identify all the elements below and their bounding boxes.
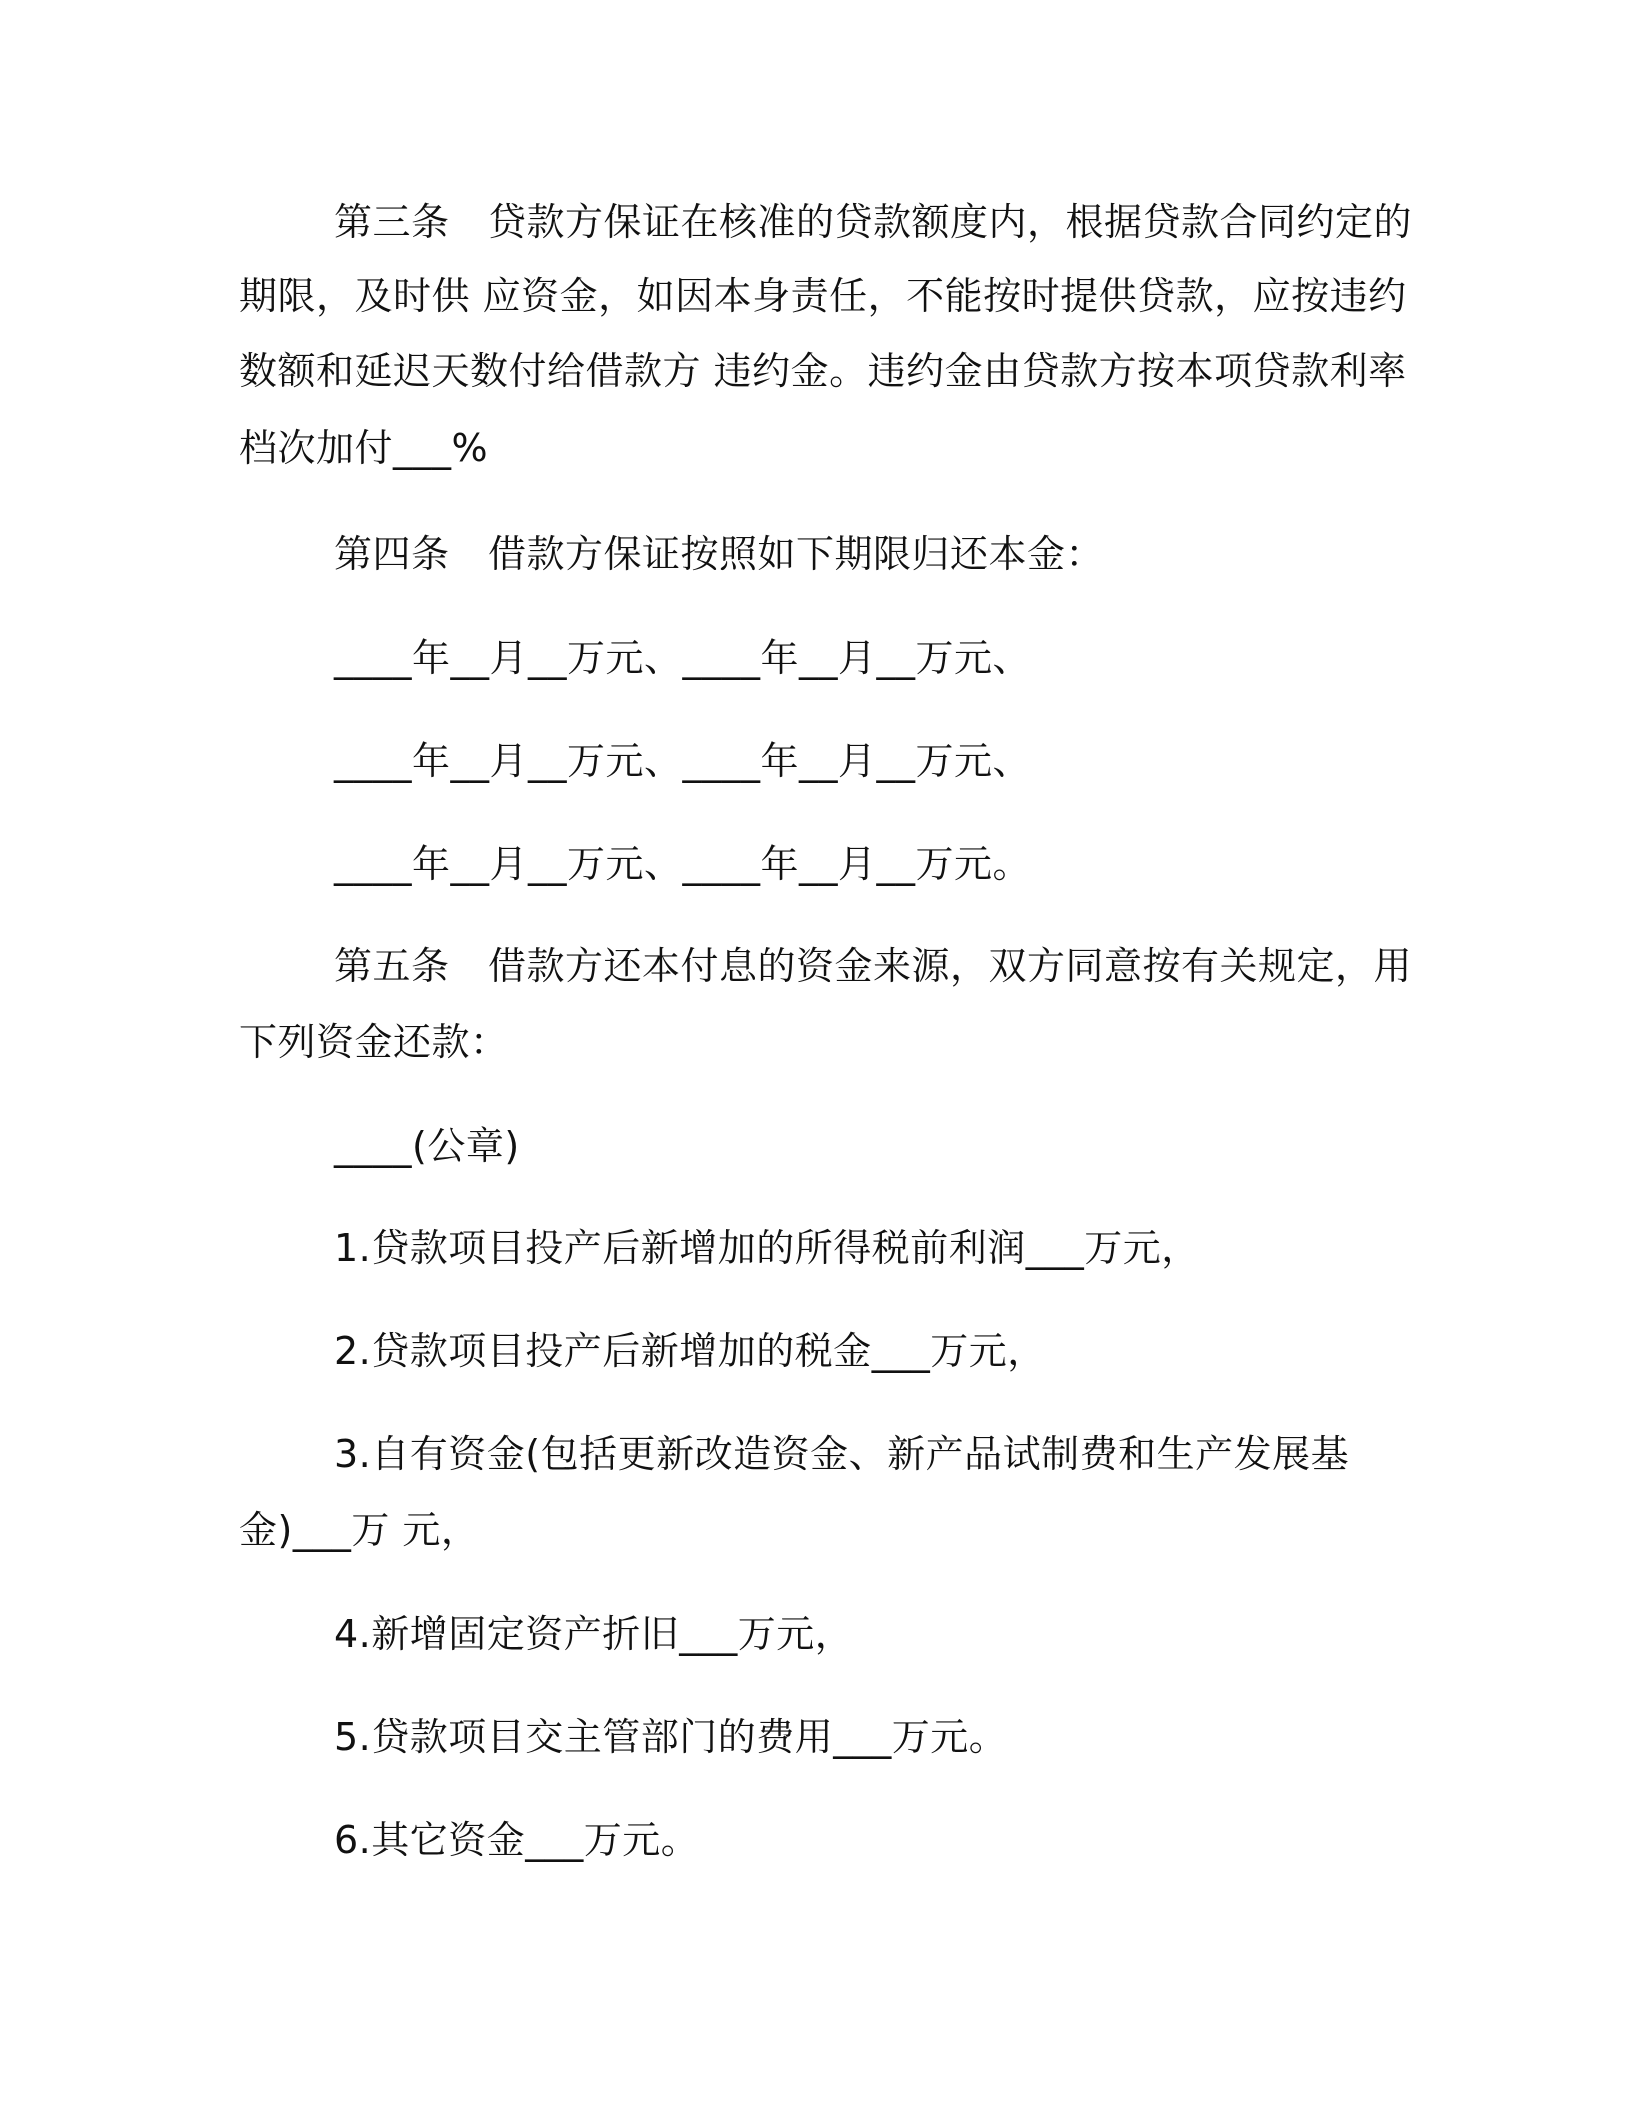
funding-item-2: 2.贷款项目投产后新增加的税金___万元， <box>334 1329 1046 1373</box>
article-4-heading: 第四条 借款方保证按照如下期限归还本金： <box>334 532 1105 576</box>
article-3-line-3: 数额和延迟天数付给借款方 违约金。违约金由贷款方按本项贷款利率 <box>239 349 1407 393</box>
article-5-line-2: 下列资金还款： <box>239 1020 509 1064</box>
repayment-schedule-row-2: ____年__月__万元、____年__月__万元、 <box>334 739 1032 783</box>
article-3-line-2: 期限，及时供 应资金，如因本身责任，不能按时提供贷款，应按违约 <box>239 274 1407 318</box>
seal-line: ____(公章) <box>334 1124 520 1168</box>
article-3-line-1: 第三条 贷款方保证在核准的贷款额度内，根据贷款合同约定的 <box>334 200 1413 244</box>
funding-item-3-line-1: 3.自有资金(包括更新改造资金、新产品试制费和生产发展基 <box>334 1432 1350 1476</box>
article-5-line-1: 第五条 借款方还本付息的资金来源，双方同意按有关规定，用 <box>334 944 1413 988</box>
repayment-schedule-row-3: ____年__月__万元、____年__月__万元。 <box>334 842 1032 886</box>
article-3-line-4: 档次加付___% <box>239 426 489 470</box>
funding-item-6: 6.其它资金___万元。 <box>334 1818 700 1862</box>
funding-item-5: 5.贷款项目交主管部门的费用___万元。 <box>334 1715 1008 1759</box>
repayment-schedule-row-1: ____年__月__万元、____年__月__万元、 <box>334 636 1032 680</box>
funding-item-3-line-2: 金)___万 元， <box>239 1508 480 1552</box>
funding-item-1: 1.贷款项目投产后新增加的所得税前利润___万元， <box>334 1226 1200 1270</box>
funding-item-4: 4.新增固定资产折旧___万元， <box>334 1612 854 1656</box>
